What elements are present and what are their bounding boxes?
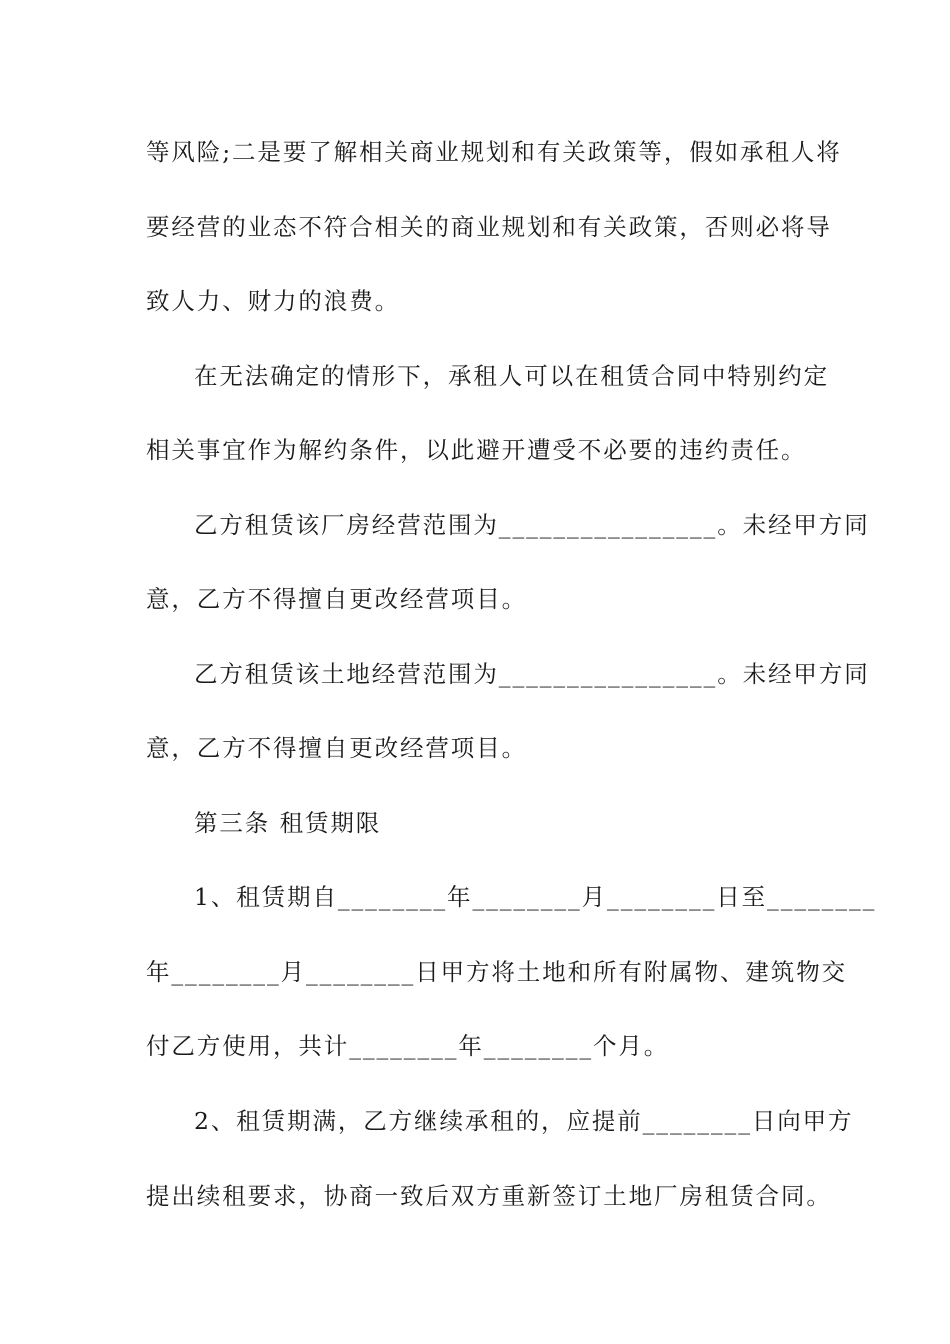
paragraph-line: 致人力、财力的浪费。 xyxy=(146,287,400,315)
paragraph-line: 提出续租要求，协商一致后双方重新签订土地厂房租赁合同。 xyxy=(146,1182,832,1210)
paragraph-line: 2、租赁期满，乙方继续承租的，应提前________日向甲方 xyxy=(194,1107,854,1135)
section-heading: 第三条 租赁期限 xyxy=(194,809,382,837)
paragraph-line: 等风险;二是要了解相关商业规划和有关政策等，假如承租人将 xyxy=(146,138,842,166)
paragraph-line: 相关事宜作为解约条件，以此避开遭受不必要的违约责任。 xyxy=(146,436,807,464)
paragraph-line: 要经营的业态不符合相关的商业规划和有关政策，否则必将导 xyxy=(146,213,832,241)
paragraph-line: 乙方租赁该土地经营范围为________________。未经甲方同 xyxy=(194,660,870,688)
paragraph-line: 1、租赁期自________年________月________日至________ xyxy=(194,883,877,911)
paragraph-line: 付乙方使用，共计________年________个月。 xyxy=(146,1032,670,1060)
paragraph-line: 在无法确定的情形下，承租人可以在租赁合同中特别约定 xyxy=(194,362,829,390)
paragraph-line: 意，乙方不得擅自更改经营项目。 xyxy=(146,734,527,762)
paragraph-line: 意，乙方不得擅自更改经营项目。 xyxy=(146,585,527,613)
paragraph-line: 乙方租赁该厂房经营范围为________________。未经甲方同 xyxy=(194,511,870,539)
paragraph-line: 年________月________日甲方将土地和所有附属物、建筑物交 xyxy=(146,958,847,986)
